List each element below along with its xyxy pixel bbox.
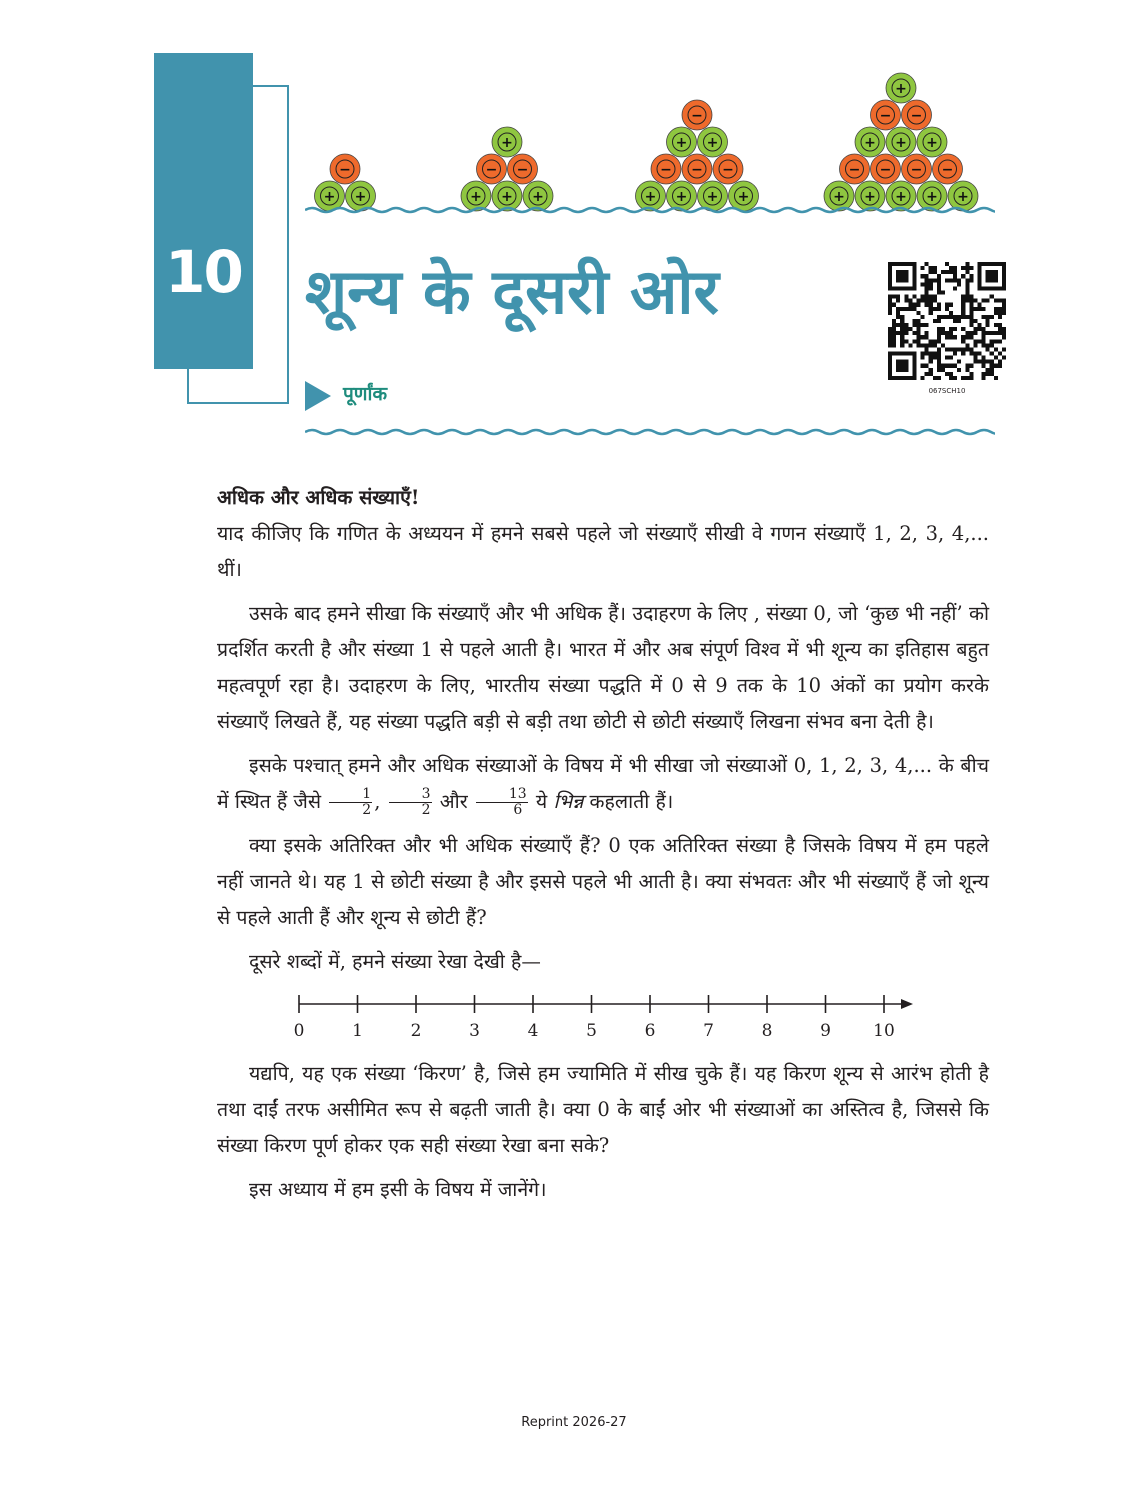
plus-sign: + bbox=[737, 189, 750, 205]
minus-sign: − bbox=[516, 162, 529, 178]
page-footer: Reprint 2026-27 bbox=[521, 1415, 627, 1430]
paragraph-1: याद कीजिए कि गणित के अध्ययन में हमने सबसे पहले जो संख्याएँ सीखी वे गणन संख्याएँ 1, 2, 3, 4,... थीं। bbox=[217, 522, 989, 581]
fraction-numerator: 1 bbox=[329, 787, 372, 803]
plus-sign: + bbox=[926, 135, 938, 151]
chapter-subtitle: पूर्णांक bbox=[343, 383, 388, 405]
plus-sign: + bbox=[833, 189, 845, 205]
bead-triangles-illustration bbox=[305, 60, 995, 220]
qr-code-icon bbox=[888, 262, 1006, 380]
fraction-denominator: 6 bbox=[513, 802, 523, 818]
fraction-numerator: 13 bbox=[476, 787, 528, 803]
plus-sign: + bbox=[501, 135, 513, 151]
plus-sign: + bbox=[957, 189, 969, 205]
paragraph-6: यद्यपि, यह एक संख्या ‘किरण’ है, जिसे हम ज्यामिति में सीख चुके हैं। यह किरण शून्य से आरंभ होती है तथा दाईं तरफ असीमित रूप से बढ़ती जाती है। क्या 0 के बाईं ओर भी संख्याओं का अस्तित्व है, जिससे कि संख्या किरण पूर्ण होकर एक सही संख्या रेखा बना सके? bbox=[217, 1062, 989, 1157]
number-line-label: 10 bbox=[873, 1021, 895, 1041]
chapter-title: शून्य के दूसरी ओर bbox=[305, 255, 719, 328]
plus-sign: + bbox=[895, 189, 907, 205]
plus-sign: + bbox=[354, 189, 367, 205]
plus-sign: + bbox=[675, 135, 688, 151]
qr-code-id: 067SCH10 bbox=[928, 387, 966, 395]
plus-sign: + bbox=[501, 189, 513, 205]
fraction-numerator: 3 bbox=[389, 787, 432, 803]
plus-sign: + bbox=[323, 189, 336, 205]
chapter-number: 10 bbox=[165, 238, 242, 306]
minus-sign: − bbox=[941, 162, 954, 178]
number-line-label: 4 bbox=[527, 1021, 539, 1041]
minus-sign: − bbox=[691, 162, 703, 178]
minus-sign: − bbox=[660, 162, 672, 178]
number-line bbox=[293, 990, 933, 1042]
conjunction-aur: और bbox=[439, 790, 468, 813]
paragraph-2: उसके बाद हमने सीखा कि संख्याएँ और भी अधिक हैं। उदाहरण के लिए , संख्या 0, जो ‘कुछ भी नहीं’ को प्रदर्शित करती है और संख्या 1 से पहले आती है। भारत में और अब संपूर्ण विश्व में भी शून्य का इतिहास बहुत महत्वपूर्ण रहा है। उदाहरण के लिए, भारतीय संख्या पद्धति में 0 से 9 तक के 10 अंकों का प्रयोग करके संख्याएँ लिखते हैं, यह संख्या पद्धति बड़ी से बड़ी तथा छोटी से छोटी संख्याएँ लिखना संभव बना देती है। bbox=[217, 602, 989, 733]
plus-sign: + bbox=[895, 81, 907, 97]
number-line-label: 9 bbox=[820, 1021, 831, 1041]
minus-sign: − bbox=[910, 108, 923, 124]
fraction-three-halves bbox=[389, 787, 432, 818]
divider-wave bbox=[305, 424, 995, 440]
minus-sign: − bbox=[722, 162, 734, 178]
plus-sign: + bbox=[706, 189, 719, 205]
minus-sign: − bbox=[339, 162, 351, 178]
section-heading: अधिक और अधिक संख्याएँ! bbox=[217, 486, 420, 509]
fraction-denominator: 2 bbox=[362, 802, 372, 818]
page-body bbox=[217, 480, 989, 1216]
minus-sign: − bbox=[910, 162, 923, 178]
fraction-separator: , bbox=[374, 790, 381, 813]
plus-sign: + bbox=[706, 135, 719, 151]
number-line-label: 1 bbox=[352, 1021, 363, 1041]
fraction-denominator: 2 bbox=[421, 802, 431, 818]
minus-sign: − bbox=[879, 108, 892, 124]
plus-sign: + bbox=[864, 135, 876, 151]
minus-sign: − bbox=[879, 162, 892, 178]
plus-sign: + bbox=[864, 189, 876, 205]
plus-sign: + bbox=[926, 189, 938, 205]
minus-sign: − bbox=[691, 108, 703, 124]
paragraph-7: इस अध्याय में हम इसी के विषय में जानेंगे। bbox=[249, 1178, 547, 1201]
plus-sign: + bbox=[895, 135, 907, 151]
paragraph-3-start: इसके पश्चात् हमने और अधिक संख्याओं के विषय में भी सीखा जो संख्याओं 0, 1, 2, 3, 4,... के बीच में स्थित हैं जैसे bbox=[217, 754, 989, 813]
paragraph-4: क्या इसके अतिरिक्त और भी अधिक संख्याएँ हैं? 0 एक अतिरिक्त संख्या है जिसके विषय में हम पहले नहीं जानते थे। यह 1 से छोटी संख्या है और इससे पहले भी आती है। क्या संभवतः और भी संख्याएँ हैं जो शून्य से पहले आती हैं और शून्य से छोटी हैं? bbox=[217, 834, 989, 929]
fraction-one-half bbox=[329, 787, 372, 818]
number-line-label: 0 bbox=[293, 1021, 305, 1041]
fraction-thirteen-sixths bbox=[476, 787, 528, 818]
play-triangle-icon bbox=[305, 381, 331, 411]
term-fraction: भिन्न bbox=[553, 790, 584, 813]
plus-sign: + bbox=[470, 189, 482, 205]
number-line-label: 8 bbox=[761, 1021, 773, 1041]
number-line-label: 2 bbox=[410, 1021, 422, 1041]
plus-sign: + bbox=[644, 189, 657, 205]
minus-sign: − bbox=[848, 162, 861, 178]
paragraph-3-end: कहलाती हैं। bbox=[589, 790, 674, 813]
number-line-label: 7 bbox=[703, 1021, 714, 1041]
minus-sign: − bbox=[485, 162, 498, 178]
number-line-arrow-icon bbox=[901, 999, 913, 1009]
chapter-number-block bbox=[154, 53, 253, 369]
number-line-label: 6 bbox=[644, 1021, 656, 1041]
plus-sign: + bbox=[532, 189, 544, 205]
plus-sign: + bbox=[675, 189, 688, 205]
word-ye: ये bbox=[535, 790, 548, 813]
number-line-label: 3 bbox=[469, 1021, 480, 1041]
paragraph-5: दूसरे शब्दों में, हमने संख्या रेखा देखी है— bbox=[249, 950, 541, 973]
number-line-label: 5 bbox=[586, 1021, 597, 1041]
paragraph-3 bbox=[217, 748, 989, 820]
